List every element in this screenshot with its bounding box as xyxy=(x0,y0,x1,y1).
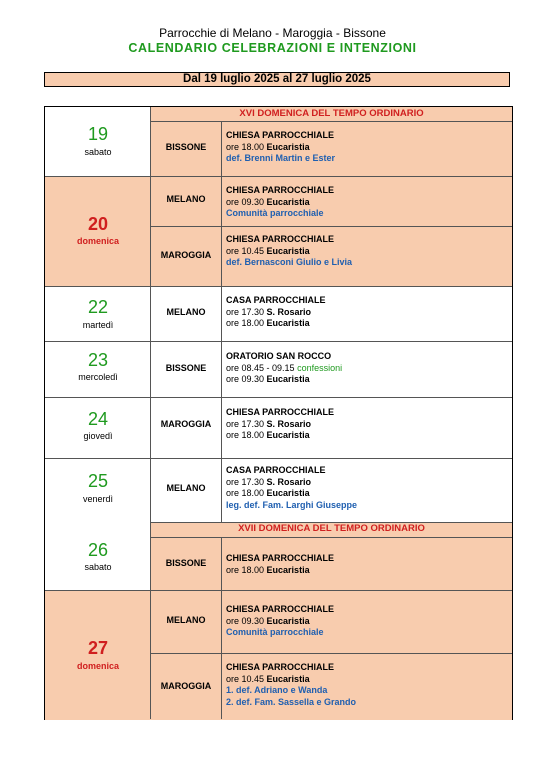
calendar-title: CALENDARIO CELEBRAZIONI E INTENZIONI xyxy=(128,41,417,55)
entry-line: ore 10.45 Eucaristia xyxy=(226,673,310,684)
entry-intention: def. Brenni Martin e Ester xyxy=(226,153,336,163)
date-range: Dal 19 luglio 2025 al 27 luglio 2025 xyxy=(44,72,510,87)
day-name: domenica xyxy=(76,661,119,671)
location-label: MELANO xyxy=(166,615,206,625)
sunday-title: XVII DOMENICA DEL TEMPO ORDINARIO xyxy=(238,523,425,534)
location-label: MELANO xyxy=(166,194,206,204)
entry-place: CHIESA PARROCCHIALE xyxy=(226,407,335,417)
day-number: 22 xyxy=(87,297,109,317)
day-name: giovedì xyxy=(83,431,113,441)
day-number: 24 xyxy=(87,409,109,429)
entry-line: ore 18.00 Eucaristia xyxy=(226,318,310,328)
celebration-entry xyxy=(226,553,510,576)
entry-line: ore 09.30 Eucaristia xyxy=(226,374,310,384)
calendar-table xyxy=(44,106,513,720)
entry-line: ore 17.30 S. Rosario xyxy=(226,306,312,317)
location-label: MAROGGIA xyxy=(160,419,212,429)
entry-line: ore 18.00 Eucaristia xyxy=(226,430,310,440)
entry-place: CHIESA PARROCCHIALE xyxy=(226,130,335,140)
celebration-entry xyxy=(226,185,510,220)
entry-intention: leg. def. Fam. Larghi Giuseppe xyxy=(226,499,358,510)
entry-place: CHIESA PARROCCHIALE xyxy=(226,553,335,563)
entry-place: CHIESA PARROCCHIALE xyxy=(226,185,335,195)
day-name: domenica xyxy=(76,236,119,246)
day-number: 20 xyxy=(87,214,109,234)
entry-intention: Comunità parrocchiale xyxy=(226,627,324,637)
day-number: 25 xyxy=(87,471,109,491)
entry-line: ore 18.00 Eucaristia xyxy=(226,141,310,152)
entry-intention: 2. def. Fam. Sassella e Grando xyxy=(226,696,357,707)
entry-line: ore 09.30 Eucaristia xyxy=(226,196,310,207)
location-label: BISSONE xyxy=(165,558,207,568)
entry-line: ore 17.30 S. Rosario xyxy=(226,418,312,429)
entry-place: CHIESA PARROCCHIALE xyxy=(226,604,335,614)
entry-intention: 1. def. Adriano e Wanda xyxy=(226,685,328,695)
entry-line: ore 10.45 Eucaristia xyxy=(226,245,310,256)
entry-line: ore 18.00 Eucaristia xyxy=(226,488,310,498)
day-name: mercoledì xyxy=(78,372,118,382)
celebration-entry xyxy=(226,351,510,386)
parishes-line: Parrocchie di Melano - Maroggia - Bissone xyxy=(159,26,386,40)
location-label: BISSONE xyxy=(165,363,207,373)
celebration-entry xyxy=(226,604,510,639)
location-label: BISSONE xyxy=(165,142,207,152)
entry-intention: Comunità parrocchiale xyxy=(226,208,324,218)
day-number: 19 xyxy=(87,124,109,144)
celebration-entry xyxy=(226,465,510,511)
day-number: 27 xyxy=(87,638,109,658)
entry-line: ore 08.45 - 09.15 confessioni xyxy=(226,362,343,373)
day-number: 26 xyxy=(87,540,109,560)
day-number: 23 xyxy=(87,350,109,370)
sunday-title: XVI DOMENICA DEL TEMPO ORDINARIO xyxy=(239,108,424,119)
day-name: venerdì xyxy=(82,494,114,504)
entry-place: CHIESA PARROCCHIALE xyxy=(226,234,335,244)
day-name: sabato xyxy=(84,147,112,157)
celebration-entry xyxy=(226,295,510,330)
entry-intention: def. Bernasconi Giulio e Livia xyxy=(226,257,353,267)
entry-place: CASA PARROCCHIALE xyxy=(226,465,326,475)
entry-line: ore 17.30 S. Rosario xyxy=(226,476,312,487)
entry-place: CASA PARROCCHIALE xyxy=(226,295,326,305)
celebration-entry xyxy=(226,234,510,269)
celebration-entry xyxy=(226,407,510,442)
location-label: MAROGGIA xyxy=(160,250,212,260)
entry-line: ore 18.00 Eucaristia xyxy=(226,564,310,575)
entry-line: ore 09.30 Eucaristia xyxy=(226,615,310,626)
entry-place: ORATORIO SAN ROCCO xyxy=(226,351,332,361)
celebration-entry xyxy=(226,662,510,708)
day-name: martedì xyxy=(82,320,114,330)
entry-place: CHIESA PARROCCHIALE xyxy=(226,662,335,672)
location-label: MELANO xyxy=(166,483,206,493)
celebration-entry xyxy=(226,130,510,165)
location-label: MELANO xyxy=(166,307,206,317)
day-name: sabato xyxy=(84,562,112,572)
location-label: MAROGGIA xyxy=(160,681,212,691)
